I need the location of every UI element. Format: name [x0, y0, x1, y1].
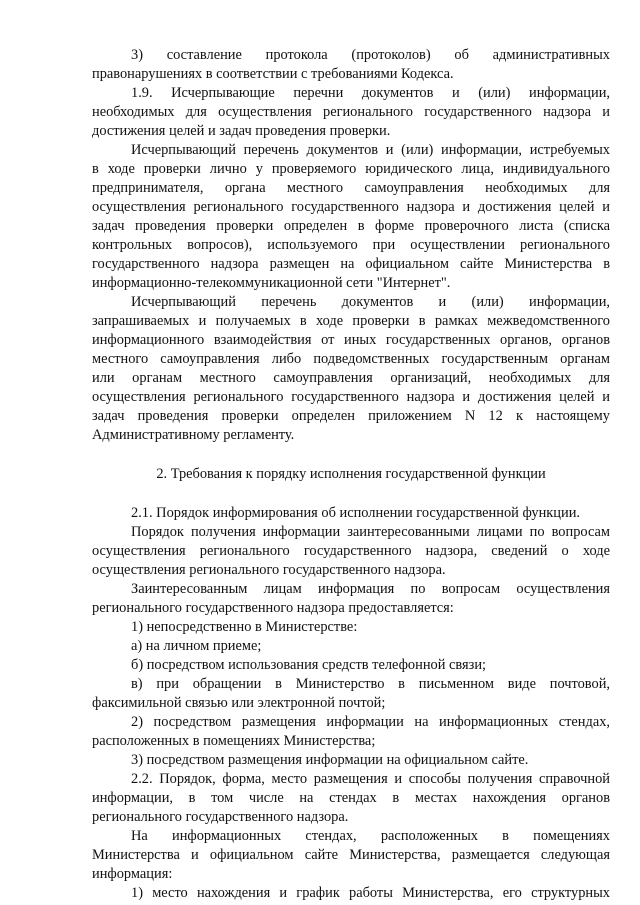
text-line: регионального государственного надзора. [92, 809, 349, 825]
text-line: или органам местного самоуправления организаций, необходимых для [92, 370, 610, 386]
section-heading: 2. Требования к порядку исполнения государственной функции [156, 466, 546, 482]
text-line: информационного взаимодействия от иных государственных органов, органов [92, 332, 610, 348]
text-line: б) посредством использования средств телефонной связи; [131, 657, 487, 673]
text-line: Исчерпывающий перечень документов и (или) информации, [131, 294, 610, 310]
text-line: предпринимателя, органа местного самоуправления необходимых для [92, 180, 610, 196]
text-line: информации, в том числе на стендах в местах нахождения органов [92, 790, 610, 806]
text-line: осуществления регионального государственного надзора. [92, 562, 446, 578]
text-line: 1.9. Исчерпывающие перечни документов и (или) информации, [131, 85, 610, 101]
text-line: 1) непосредственно в Министерстве: [131, 619, 358, 635]
text-line: в ходе проверки лично у проверяемого юридического лица, индивидуального [92, 161, 610, 177]
text-line: контрольных вопросов), используемого при осуществлении регионального [92, 237, 610, 253]
text-line: Исчерпывающий перечень документов и (или) информации, истребуемых [131, 142, 610, 158]
text-line: а) на личном приеме; [131, 638, 262, 654]
text-line: осуществления регионального государственного надзора и достижения целей и [92, 199, 610, 215]
text-line: На информационных стендах, расположенных в помещениях [131, 828, 610, 844]
text-line: необходимых для осуществления регионального государственного надзора и [92, 104, 610, 120]
text-line: 2.1. Порядок информирования об исполнении государственной функции. [131, 505, 580, 521]
text-line: Заинтересованным лицам информация по вопросам осуществления [131, 581, 610, 597]
text-line: в) при обращении в Министерство в письменном виде почтовой, [131, 676, 610, 692]
text-line: расположенных в помещениях Министерства; [92, 733, 376, 749]
text-line: задач проведения проверки определен приложением N 12 к настоящему [92, 408, 610, 424]
text-line: местного самоуправления либо подведомственных государственным органам [92, 351, 610, 367]
text-line: запрашиваемых и получаемых в ходе проверки в рамках межведомственного [92, 313, 610, 329]
text-line: 2) посредством размещения информации на информационных стендах, [131, 714, 610, 730]
text-line: государственного надзора размещен на официальном сайте Министерства в [92, 256, 610, 272]
text-line: информация: [92, 866, 173, 882]
text-line: Административному регламенту. [92, 427, 295, 443]
text-line: 3) составление протокола (протоколов) об административных [131, 47, 610, 63]
text-line: 2.2. Порядок, форма, место размещения и способы получения справочной [131, 771, 610, 787]
text-line: Порядок получения информации заинтересованными лицами по вопросам [131, 524, 610, 540]
text-line: Министерства и официальном сайте Министерства, размещается следующая [92, 847, 610, 863]
text-line: регионального государственного надзора предоставляется: [92, 600, 454, 616]
text-line: осуществления регионального государственного надзора и достижения целей и [92, 389, 610, 405]
text-line: факсимильной связью или электронной почтой; [92, 695, 386, 711]
text-line: правонарушениях в соответствии с требованиями Кодекса. [92, 66, 454, 82]
text-line: 1) место нахождения и график работы Министерства, его структурных [131, 885, 610, 901]
text-line: достижения целей и задач проведения проверки. [92, 123, 391, 139]
text-line: 3) посредством размещения информации на официальном сайте. [131, 752, 529, 768]
text-line: задач проведения проверки определен в форме проверочного листа (списка [92, 218, 610, 234]
text-line: информационно-телекоммуникационной сети "Интернет". [92, 275, 451, 291]
text-line: осуществления регионального государственного надзора, сведений о ходе [92, 543, 610, 559]
